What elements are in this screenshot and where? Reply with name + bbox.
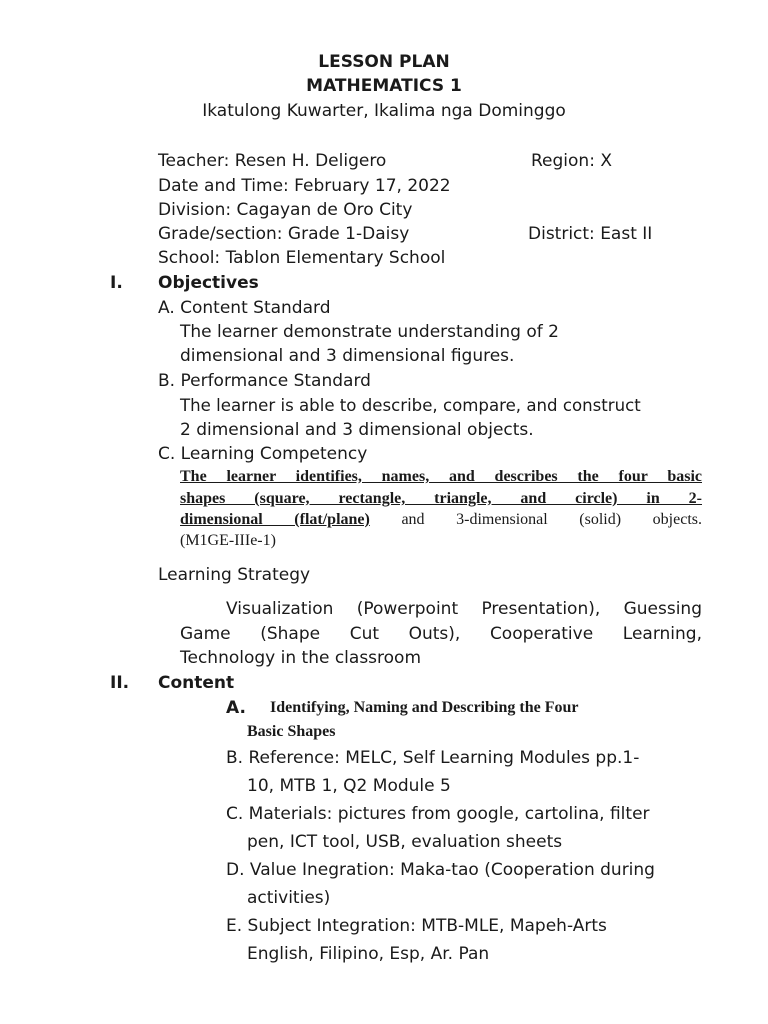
competency-code: (M1GE-IIIe-1) xyxy=(180,532,276,549)
competency-line-1-text: The learner identifies, names, and describes the four basic xyxy=(180,468,702,485)
content-standard-line-1: The learner demonstrate understanding of 2 xyxy=(180,322,559,342)
content-d-line-1: D. Value Inegration: Maka-tao (Cooperation during xyxy=(226,860,655,880)
content-standard-label: A. Content Standard xyxy=(158,298,331,318)
content-b-line-2: 10, MTB 1, Q2 Module 5 xyxy=(247,776,451,796)
content-a-label: A. xyxy=(226,698,246,718)
objectives-heading: Objectives xyxy=(158,273,259,293)
school-line: School: Tablon Elementary School xyxy=(158,248,446,268)
date-time-line: Date and Time: February 17, 2022 xyxy=(158,176,451,196)
document-subject: MATHEMATICS 1 xyxy=(306,76,462,96)
competency-line-2 xyxy=(180,488,702,509)
content-a-line-2: Basic Shapes xyxy=(247,723,336,740)
strategy-line-1: Visualization (Powerpoint Presentation), Guessing xyxy=(226,599,702,619)
content-heading: Content xyxy=(158,673,235,693)
content-e-line-2: English, Filipino, Esp, Ar. Pan xyxy=(247,944,490,964)
performance-standard-line-2: 2 dimensional and 3 dimensional objects. xyxy=(180,420,534,440)
competency-line-3 xyxy=(180,509,702,530)
performance-standard-line-1: The learner is able to describe, compare, and construct xyxy=(180,396,641,415)
objectives-numeral: I. xyxy=(110,273,123,293)
content-c-line-1: C. Materials: pictures from google, cartolina, filter xyxy=(226,804,650,824)
region-line: Region: X xyxy=(531,151,612,171)
content-c-line-2: pen, ICT tool, USB, evaluation sheets xyxy=(247,832,563,852)
document-quarter: Ikatulong Kuwarter, Ikalima nga Dominggo xyxy=(202,101,566,121)
competency-line-1 xyxy=(180,466,702,487)
content-standard-line-2: dimensional and 3 dimensional figures. xyxy=(180,346,515,366)
content-a-line-1: Identifying, Naming and Describing the Four xyxy=(270,699,579,716)
content-numeral: II. xyxy=(110,673,130,693)
learning-competency-label: C. Learning Competency xyxy=(158,444,368,464)
grade-section-line: Grade/section: Grade 1-Daisy xyxy=(158,224,410,244)
strategy-line-2: Game (Shape Cut Outs), Cooperative Learning, xyxy=(180,624,702,644)
learning-strategy-label: Learning Strategy xyxy=(158,565,311,585)
content-b-line-1: B. Reference: MELC, Self Learning Modules pp.1- xyxy=(226,748,640,768)
strategy-line-3: Technology in the classroom xyxy=(180,648,422,668)
district-line: District: East II xyxy=(528,224,653,244)
division-line: Division: Cagayan de Oro City xyxy=(158,200,413,220)
content-d-line-2: activities) xyxy=(247,888,331,908)
competency-line-3-underlined: dimensional (flat/plane) xyxy=(180,511,370,528)
teacher-line: Teacher: Resen H. Deligero xyxy=(158,151,387,171)
document-title: LESSON PLAN xyxy=(318,52,450,72)
performance-standard-label: B. Performance Standard xyxy=(158,371,371,391)
content-e-line-1: E. Subject Integration: MTB-MLE, Mapeh-Arts xyxy=(226,916,607,936)
competency-line-3-rest: and 3-dimensional (solid) objects. xyxy=(369,511,703,528)
competency-line-2-text: shapes (square, rectangle, triangle, and circle) in 2- xyxy=(180,490,702,507)
